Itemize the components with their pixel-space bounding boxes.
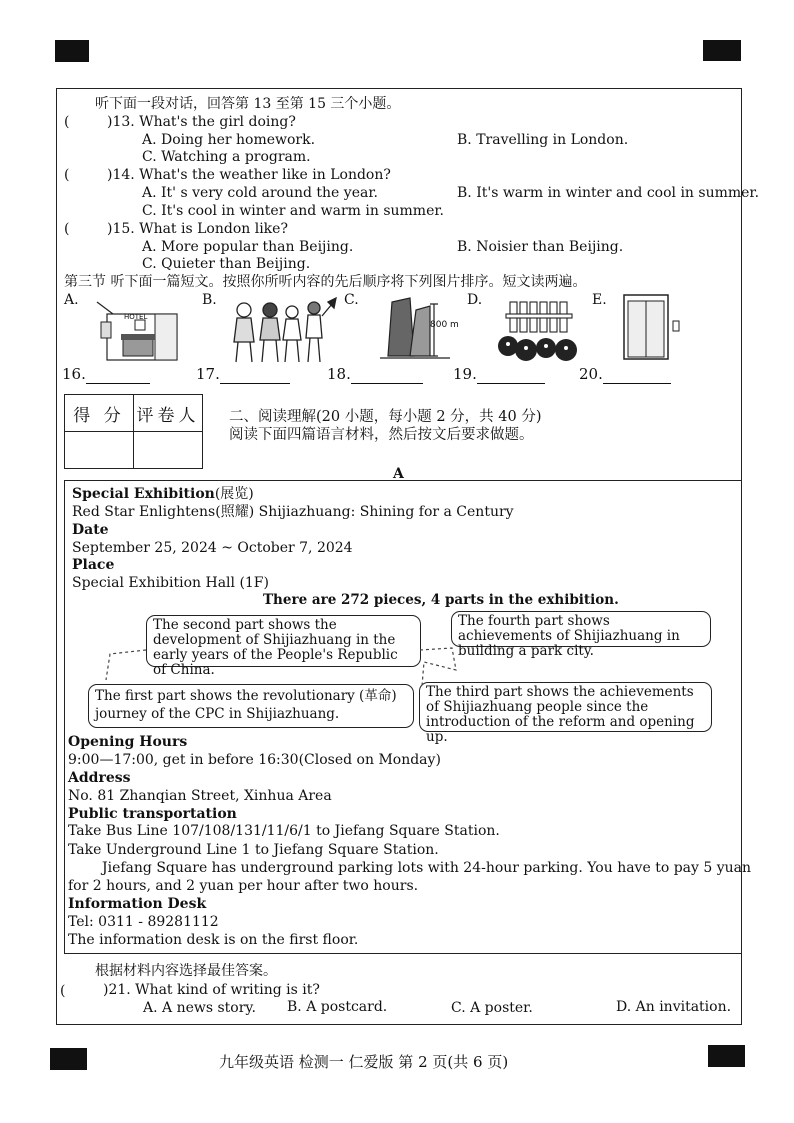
- q21-paren[interactable]: (: [60, 983, 66, 999]
- score-header: 得 分: [65, 395, 134, 432]
- registration-mark: [55, 40, 89, 62]
- q13-option-a[interactable]: A. Doing her homework.: [142, 132, 316, 148]
- q15-option-c[interactable]: C. Quieter than Beijing.: [142, 256, 311, 272]
- parking-info-line1: Jiefang Square has underground parking lots with 24-hour parking. You have to pay 5 yuan: [102, 860, 752, 876]
- blank-19[interactable]: [453, 366, 545, 384]
- blank-16-label: 16.: [62, 365, 86, 383]
- pic-label-c: C.: [344, 292, 359, 308]
- reading-heading: 二、阅读理解(20 小题，每小题 2 分，共 40 分): [229, 409, 542, 425]
- exhibition-heading-en: Special Exhibition: [72, 486, 215, 502]
- pic-label-e: E.: [592, 292, 607, 308]
- blank-17-label: 17.: [196, 365, 220, 383]
- parking-info-line2: for 2 hours, and 2 yuan per hour after two hours.: [68, 878, 419, 894]
- exhibition-title: Red Star Enlightens(照耀) Shijiazhuang: Shining for a Century: [72, 504, 514, 520]
- date-value: September 25, 2024 ~ October 7, 2024: [72, 540, 353, 556]
- exhibition-summary: There are 272 pieces, 4 parts in the exhibition.: [263, 592, 619, 608]
- connector-lines: [100, 640, 480, 690]
- hotel-sign: HOTEL: [124, 313, 148, 321]
- q14-option-b[interactable]: B. It's warm in winter and cool in summer.: [457, 185, 760, 201]
- answer-line[interactable]: [603, 366, 671, 384]
- hours-heading: Opening Hours: [68, 734, 188, 750]
- underground-info: Take Underground Line 1 to Jiefang Square Station.: [68, 842, 439, 858]
- exhibition-heading-cn: (展览): [214, 486, 254, 502]
- q13-option-c[interactable]: C. Watching a program.: [142, 149, 311, 165]
- exhibition-heading: [72, 486, 254, 503]
- answer-line[interactable]: [86, 366, 150, 384]
- blank-19-label: 19.: [453, 365, 477, 383]
- listening-intro: 听下面一段对话，回答第 13 至第 15 三个小题。: [95, 96, 401, 112]
- building-height-label: 800 m: [430, 320, 459, 330]
- grader-header: 评卷人: [134, 395, 203, 432]
- registration-mark: [708, 1045, 745, 1067]
- answer-line[interactable]: [351, 366, 423, 384]
- tourists-picture: [228, 296, 338, 366]
- grader-cell[interactable]: [134, 432, 203, 469]
- q14-option-a[interactable]: A. It' s very cold around the year.: [142, 185, 378, 201]
- q13-option-b[interactable]: B. Travelling in London.: [457, 132, 629, 148]
- place-value: Special Exhibition Hall (1F): [72, 575, 269, 591]
- hotel-room-picture: [95, 300, 185, 364]
- elevator-picture: [620, 293, 684, 363]
- q21-instruction: 根据材料内容选择最佳答案。: [95, 963, 277, 979]
- registration-mark: [703, 40, 741, 61]
- registration-mark: [50, 1048, 87, 1070]
- part1-bubble: The first part shows the revolutionary (革命) journey of the CPC in Shijiazhuang.: [88, 684, 414, 728]
- blank-17[interactable]: [196, 366, 290, 384]
- blank-20[interactable]: [579, 366, 671, 384]
- q21-option-a[interactable]: A. A news story.: [143, 1000, 256, 1016]
- garden-picture: [496, 294, 584, 364]
- section3-heading: 第三节 听下面一篇短文。按照你所听内容的先后顺序将下列图片排序。短文读两遍。: [64, 274, 587, 290]
- pic-label-b: B.: [202, 292, 217, 308]
- tel-value: Tel: 0311 - 89281112: [68, 914, 219, 930]
- q21-option-c[interactable]: C. A poster.: [451, 1000, 533, 1016]
- q13-stem: )13. What's the girl doing?: [107, 114, 296, 130]
- blank-18-label: 18.: [327, 365, 351, 383]
- q21-stem: )21. What kind of writing is it?: [103, 982, 320, 998]
- tall-building-picture: [370, 296, 460, 364]
- desk-heading: Information Desk: [68, 896, 207, 912]
- blank-16[interactable]: [62, 366, 150, 384]
- q21-option-d[interactable]: D. An invitation.: [616, 999, 732, 1015]
- q13-paren[interactable]: (: [64, 114, 70, 130]
- pic-label-d: D.: [467, 292, 483, 308]
- pic-label-a: A.: [64, 292, 79, 308]
- part2-bubble: The second part shows the development of Shijiazhuang in the early years of the People's Republic of China.: [146, 615, 421, 667]
- q15-option-b[interactable]: B. Noisier than Beijing.: [457, 239, 624, 255]
- answer-line[interactable]: [220, 366, 290, 384]
- hours-value: 9:00—17:00, get in before 16:30(Closed on Monday): [68, 752, 441, 768]
- q15-paren[interactable]: (: [64, 221, 70, 237]
- passage-label: A: [393, 466, 404, 482]
- part4-bubble: The fourth part shows achievements of Shijiazhuang in building a park city.: [451, 611, 711, 647]
- blank-18[interactable]: [327, 366, 423, 384]
- score-table: [64, 394, 203, 469]
- reading-instruction: 阅读下面四篇语言材料，然后按文后要求做题。: [229, 427, 534, 443]
- address-heading: Address: [68, 770, 131, 786]
- answer-line[interactable]: [477, 366, 545, 384]
- blank-20-label: 20.: [579, 365, 603, 383]
- date-heading: Date: [72, 522, 109, 538]
- part3-bubble: The third part shows the achievements of Shijiazhuang people since the introduction of the reform and opening up.: [419, 682, 712, 732]
- q14-stem: )14. What's the weather like in London?: [107, 167, 391, 183]
- q21-option-b[interactable]: B. A postcard.: [287, 999, 388, 1015]
- bus-info: Take Bus Line 107/108/131/11/6/1 to Jiefang Square Station.: [68, 823, 500, 839]
- page-footer: 九年级英语 检测一 仁爱版 第 2 页(共 6 页): [219, 1053, 509, 1071]
- q15-option-a[interactable]: A. More popular than Beijing.: [142, 239, 354, 255]
- score-cell[interactable]: [65, 432, 134, 469]
- address-value: No. 81 Zhanqian Street, Xinhua Area: [68, 788, 332, 804]
- place-heading: Place: [72, 557, 115, 573]
- q14-option-c[interactable]: C. It's cool in winter and warm in summer.: [142, 203, 444, 219]
- transport-heading: Public transportation: [68, 806, 237, 822]
- q15-stem: )15. What is London like?: [107, 221, 288, 237]
- q14-paren[interactable]: (: [64, 167, 70, 183]
- desk-info: The information desk is on the first floor.: [68, 932, 359, 948]
